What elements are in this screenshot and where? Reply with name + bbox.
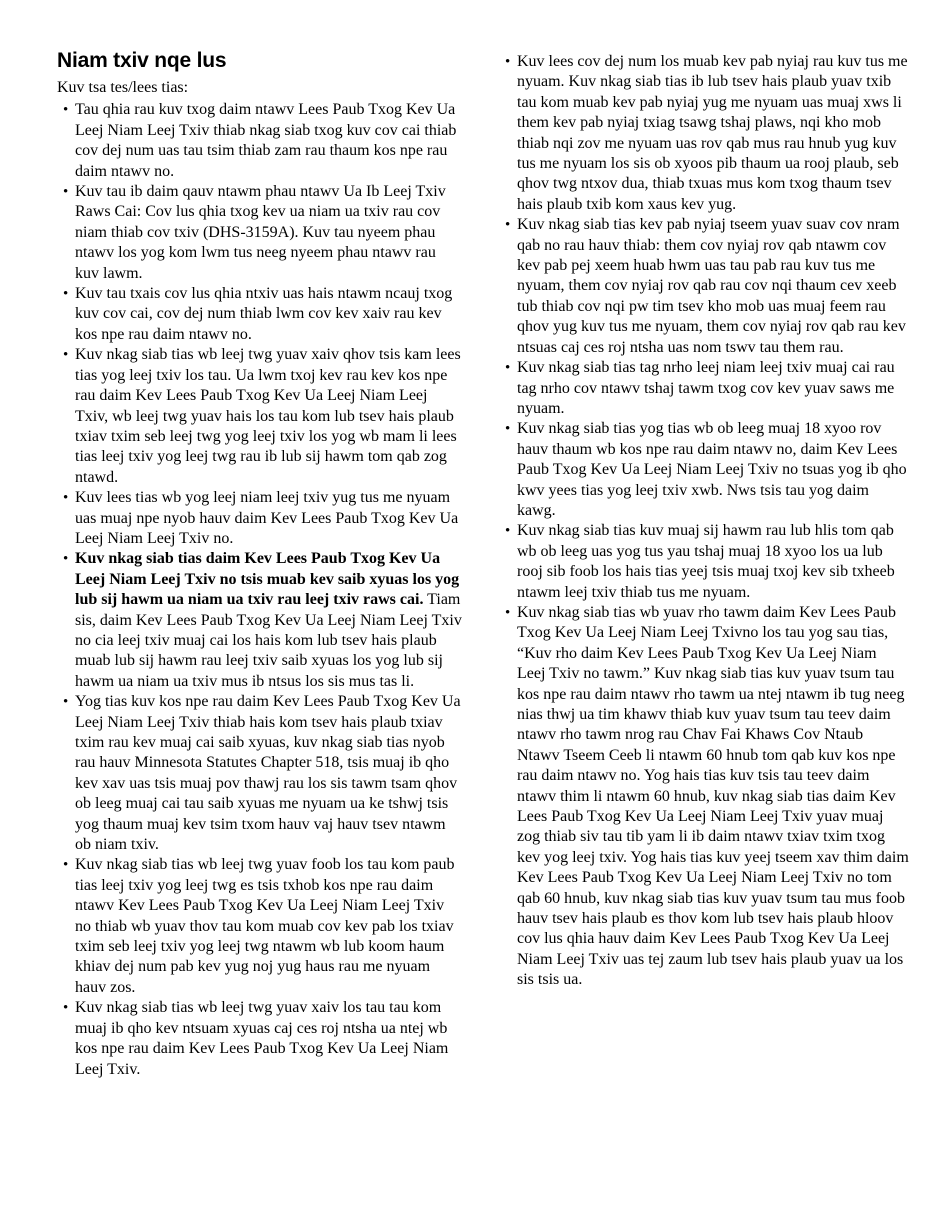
list-item: • Kuv nkag siab tias wb leej twg yuav xaiv qhov tsis kam lees tias yog leej txiv los tau. Ua lwm txoj kev rau kev kos npe rau daim Kev Lees Paub Txog Kev Ua Leej Niam Leej Txiv, wb leej twg yuav hais los tau kom lub tsev hais plaub txiav txim seb leej twg yog leej txiv los yog wb mam li lees tias leej txiv yog leej twg rau ib lub sij hawm tom qab zog ntawd. — [75, 345, 463, 488]
list-item: • Kuv lees tias wb yog leej niam leej txiv yug tus me nyuam uas muaj npe nyob hauv daim Kev Lees Paub Txog Kev Ua Leej Niam Leej Txiv no. — [75, 488, 463, 549]
left-column — [57, 48, 463, 1230]
list-item: • Kuv nkag siab tias kev pab nyiaj tseem yuav suav cov nram qab no rau hauv thiab: them cov nyiaj rov qab ntawm cov kev pab pej xeem huab hwm uas tau pab rau kuv tus me nyuam, them cov nyiaj rov qab rau cov nqi thaum cev xeeb tub thiab cov nqi pw tim tsev kho mob uas muaj feem rau qhov yug kuv tus me nyuam, them cov nyiaj rov qab rau kev ntsuas caj ces roj ntsha uas nom tswv tau them rau. — [517, 215, 909, 358]
list-item-bold-text: Kuv nkag siab tias daim Kev Lees Paub Txog Kev Ua Leej Niam Leej Txiv no tsis muab kev saib xyuas los yog lub sij hawm ua niam ua txiv rau leej txiv raws cai. — [75, 550, 460, 609]
list-item: • Kuv nkag siab tias wb yuav rho tawm daim Kev Lees Paub Txog Kev Ua Leej Niam Leej Txivno los tau yog sau tias, “Kuv rho daim Kev Lees Paub Txog Kev Ua Leej Niam Leej Txiv no tawm.” Kuv nkag siab tias kuv yuav tsum tau kos npe rau daim ntawv rho tawm ua ntej ntawm ib tug neeg nias thwj ua tim khawv thiab kuv yuav tsum tau teev daim ntawv rho tawm nrog rau Chav Fai Khaws Cov Ntaub Ntawv Tseem Ceeb li ntawm 60 hnub tom qab kuv kos npe rau daim ntawv no. Yog hais tias kuv tsis tau teev daim ntawv thim li ntawm 60 hnub, kuv nkag siab tias daim Kev Lees Paub Txog Kev Ua Leej Niam Leej Txiv yuav muaj zog thiab siv tau tib yam li ib daim ntawv txiav txim txog kev yog leej txiv. Yog hais tias kuv yeej tseem xav thim daim Kev Lees Paub Txog Kev Ua Leej Niam Leej Txiv no tom qab 60 hnub, kuv nkag siab tias kuv yuav tsum tau mus foob hauv tsev hais plaub es thov kom lub tsev hais plaub hloov cov lus qhia hauv daim Kev Lees Paub Txog Kev Ua Leej Niam Leej Txiv uas tej zaum lub tsev hais plaub yuav ua los sis tsis ua. — [517, 603, 909, 991]
list-item: • Kuv nkag siab tias wb leej twg yuav foob los tau kom paub tias leej txiv yog leej twg es tsis txhob kos npe rau daim ntawv Kev Lees Paub Txog Kev Ua Leej Niam Leej Txiv no thiab wb yuav thov tau kom muab cov kev pab los txiav txim seb leej txiv yog leej twg ntawm wb lub koom haum khiav dej num pab kev yug noj yug haus rau me nyuam hauv zos. — [75, 855, 463, 998]
left-bullet-list — [57, 100, 463, 1080]
list-item: • Kuv tau txais cov lus qhia ntxiv uas hais ntawm ncauj txog kuv cov cai, cov dej num thiab lwm cov kev xaiv rau kev kos npe rau daim ntawv no. — [75, 284, 463, 345]
page-title: Niam txiv nqe lus — [57, 49, 227, 72]
list-item: • Kuv nkag siab tias yog tias wb ob leeg muaj 18 xyoo rov hauv thaum wb kos npe rau daim ntawv no, daim Kev Lees Paub Txog Kev Ua Leej Niam Leej Txiv no tsuas yog ib qho kwv yees tias yog leej txiv xwb. Nws tsis tau yog daim kawg. — [517, 419, 909, 521]
list-item: • Kuv tau ib daim qauv ntawm phau ntawv Ua Ib Leej Txiv Raws Cai: Cov lus qhia txog kev ua niam ua txiv rau cov niam thiab cov txiv (DHS-3159A). Kuv tau nyeem phau ntawv los yog kom lwm tus neeg nyeem phau ntawv rau kuv lawm. — [75, 182, 463, 284]
intro-line: Kuv tsa tes/lees tias: — [57, 79, 189, 96]
right-bullet-list — [499, 52, 909, 991]
list-item: • Kuv nkag siab tias wb leej twg yuav xaiv los tau tau kom muaj ib qho kev ntsuam xyuas caj ces roj ntsha ua ntej wb kos npe rau daim Kev Lees Paub Txog Kev Ua Leej Niam Leej Txiv. — [75, 998, 463, 1080]
list-item: • Kuv nkag siab tias daim Kev Lees Paub Txog Kev Ua Leej Niam Leej Txiv no tsis muab kev saib xyuas los yog lub sij hawm ua niam ua txiv rau leej txiv raws cai. Tiam sis, daim Kev Lees Paub Txog Kev Ua Leej Niam Leej Txiv no cia leej txiv muaj cai los hais kom lub tsev hais plaub muab lub sij hawm rau leej txiv saib xyuas los yog lub sij hawm ua niam ua txiv mus ib ntsus los sis mus tas li. — [75, 549, 463, 692]
list-item: • Kuv lees cov dej num los muab kev pab nyiaj rau kuv tus me nyuam. Kuv nkag siab tias ib lub tsev hais plaub yuav txib tau kom muab kev pab nyiaj yug me nyuam uas muaj xws li them kev pab nyiaj txiag tsawg tshaj plaws, nqi kho mob thiab nqi zov me nyuam uas rov qab mus rau hnub yug kuv tus me nyuam los sis ob xyoos pib thaum ua rooj plaub, seb qhov twg ntxov dua, thiab txuas mus kom txog thaum tsev hais plaub txib kom xaus kev yug. — [517, 52, 909, 215]
list-item: • Kuv nkag siab tias tag nrho leej niam leej txiv muaj cai rau tag nrho cov ntawv tshaj tawm txog cov kev yuav saws me nyuam. — [517, 358, 909, 419]
list-item: • Kuv nkag siab tias kuv muaj sij hawm rau lub hlis tom qab wb ob leeg uas yog tus yau tshaj muaj 18 xyoo los ua lub rooj sib foob los hais tias yeej tsis muaj txoj kev sib txheeb ntawm leej txiv thiab tus me nyuam. — [517, 521, 909, 603]
list-item: • Yog tias kuv kos npe rau daim Kev Lees Paub Txog Kev Ua Leej Niam Leej Txiv thiab hais kom tsev hais plaub txiav txim rau kev muaj cai saib xyuas, kuv nkag siab tias nyob rau hauv Minnesota Statutes Chapter 518, tsis muaj ib qho kev xav uas tsis muaj pov thawj rau los sis tawm tsam qhov ob leeg muaj cai tau saib xyuas me nyuam ua ke tshwj tsis yog thaum muaj kev tsim txom hauv vaj hauv tsev ntawm ob niam txiv. — [75, 692, 463, 855]
list-item: • Tau qhia rau kuv txog daim ntawv Lees Paub Txog Kev Ua Leej Niam Leej Txiv thiab nkag siab txog kuv cov cai thiab cov dej num uas tau tsim thiab zam rau thaum kos npe rau daim ntawv no. — [75, 100, 463, 182]
right-column — [499, 48, 909, 1230]
